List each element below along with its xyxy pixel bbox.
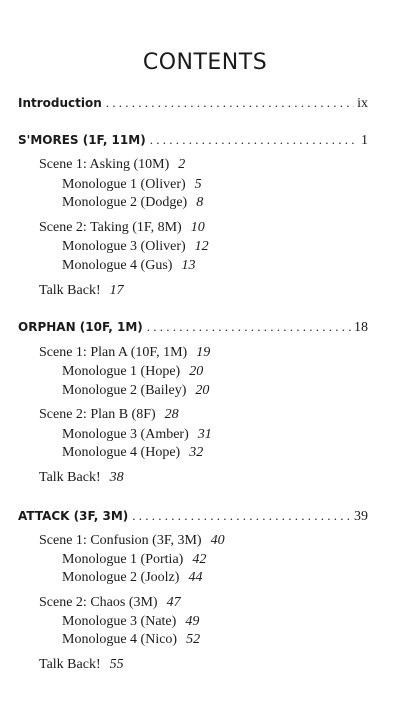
talk-back-label: Talk Back! bbox=[39, 283, 101, 298]
monologue-label: Monologue 4 (Nico) bbox=[62, 632, 178, 647]
page-number: 55 bbox=[109, 657, 124, 672]
toc-talk-back-entry[interactable] bbox=[39, 657, 124, 673]
monologue-label: Monologue 2 (Dodge) bbox=[62, 195, 188, 210]
toc-scene-entry[interactable] bbox=[39, 533, 225, 549]
toc-monologue-entry[interactable] bbox=[62, 570, 202, 586]
toc-monologue-entry[interactable] bbox=[62, 364, 203, 380]
page-number: 28 bbox=[164, 407, 179, 422]
page-number: 40 bbox=[210, 533, 225, 548]
scene-label: Scene 2: Plan B (8F) bbox=[39, 407, 156, 422]
monologue-label: Monologue 1 (Hope) bbox=[62, 364, 181, 379]
toc-entry-smores[interactable] bbox=[18, 132, 368, 150]
page-number: 42 bbox=[192, 552, 207, 567]
dot-leader bbox=[147, 319, 351, 335]
talk-back-label: Talk Back! bbox=[39, 470, 101, 485]
toc-scene-entry[interactable] bbox=[39, 220, 205, 236]
monologue-label: Monologue 4 (Gus) bbox=[62, 258, 173, 273]
page-number: 20 bbox=[189, 364, 204, 379]
monologue-label: Monologue 2 (Bailey) bbox=[62, 383, 187, 398]
dot-leader bbox=[132, 508, 351, 524]
page-title: CONTENTS bbox=[142, 50, 268, 75]
page-number: 1 bbox=[361, 133, 368, 148]
toc-scene-entry[interactable] bbox=[39, 157, 185, 173]
page-number: 10 bbox=[190, 220, 205, 235]
section-title: ORPHAN (10F, 1M) bbox=[18, 320, 143, 334]
page-number: 39 bbox=[354, 509, 368, 524]
page-number: 8 bbox=[196, 195, 204, 210]
toc-monologue-entry[interactable] bbox=[62, 427, 212, 443]
section-title: S'MORES (1F, 11M) bbox=[18, 133, 146, 147]
toc-scene-entry[interactable] bbox=[39, 407, 179, 423]
toc-monologue-entry[interactable] bbox=[62, 177, 202, 193]
page-number: 31 bbox=[197, 427, 212, 442]
toc-monologue-entry[interactable] bbox=[62, 195, 203, 211]
monologue-label: Monologue 2 (Joolz) bbox=[62, 570, 180, 585]
toc-monologue-entry[interactable] bbox=[62, 383, 209, 399]
toc-scene-entry[interactable] bbox=[39, 595, 181, 611]
page-number: 38 bbox=[109, 470, 124, 485]
monologue-label: Monologue 3 (Nate) bbox=[62, 614, 177, 629]
scene-label: Scene 2: Taking (1F, 8M) bbox=[39, 220, 182, 235]
dot-leader bbox=[150, 132, 358, 148]
toc-monologue-entry[interactable] bbox=[62, 445, 203, 461]
page-number: 44 bbox=[188, 570, 203, 585]
monologue-label: Monologue 3 (Oliver) bbox=[62, 239, 186, 254]
monologue-label: Monologue 1 (Portia) bbox=[62, 552, 184, 567]
section-title: Introduction bbox=[18, 96, 102, 110]
scene-label: Scene 1: Asking (10M) bbox=[39, 157, 170, 172]
toc-monologue-entry[interactable] bbox=[62, 552, 206, 568]
toc-monologue-entry[interactable] bbox=[62, 239, 209, 255]
page-number: 49 bbox=[185, 614, 200, 629]
toc-monologue-entry[interactable] bbox=[62, 632, 200, 648]
toc-talk-back-entry[interactable] bbox=[39, 283, 124, 299]
page-number: 47 bbox=[166, 595, 181, 610]
toc-entry-orphan[interactable] bbox=[18, 319, 368, 337]
toc-entry-attack[interactable] bbox=[18, 508, 368, 526]
toc-monologue-entry[interactable] bbox=[62, 258, 195, 274]
monologue-label: Monologue 3 (Amber) bbox=[62, 427, 189, 442]
page-number: 17 bbox=[109, 283, 124, 298]
toc-scene-entry[interactable] bbox=[39, 345, 210, 361]
page-number: 13 bbox=[181, 258, 196, 273]
page-number: 18 bbox=[354, 320, 368, 335]
toc-monologue-entry[interactable] bbox=[62, 614, 199, 630]
page-number: 2 bbox=[178, 157, 186, 172]
scene-label: Scene 2: Chaos (3M) bbox=[39, 595, 158, 610]
monologue-label: Monologue 1 (Oliver) bbox=[62, 177, 186, 192]
page-number: 19 bbox=[196, 345, 211, 360]
scene-label: Scene 1: Confusion (3F, 3M) bbox=[39, 533, 202, 548]
dot-leader bbox=[106, 95, 354, 111]
page-number: 52 bbox=[186, 632, 201, 647]
page-number: ix bbox=[357, 96, 368, 111]
scene-label: Scene 1: Plan A (10F, 1M) bbox=[39, 345, 188, 360]
section-title: ATTACK (3F, 3M) bbox=[18, 509, 129, 523]
page-number: 12 bbox=[194, 239, 209, 254]
page-number: 5 bbox=[194, 177, 202, 192]
toc-talk-back-entry[interactable] bbox=[39, 470, 124, 486]
monologue-label: Monologue 4 (Hope) bbox=[62, 445, 181, 460]
toc-entry-introduction[interactable] bbox=[18, 95, 368, 113]
page-number: 20 bbox=[195, 383, 210, 398]
talk-back-label: Talk Back! bbox=[39, 657, 101, 672]
page-number: 32 bbox=[189, 445, 204, 460]
